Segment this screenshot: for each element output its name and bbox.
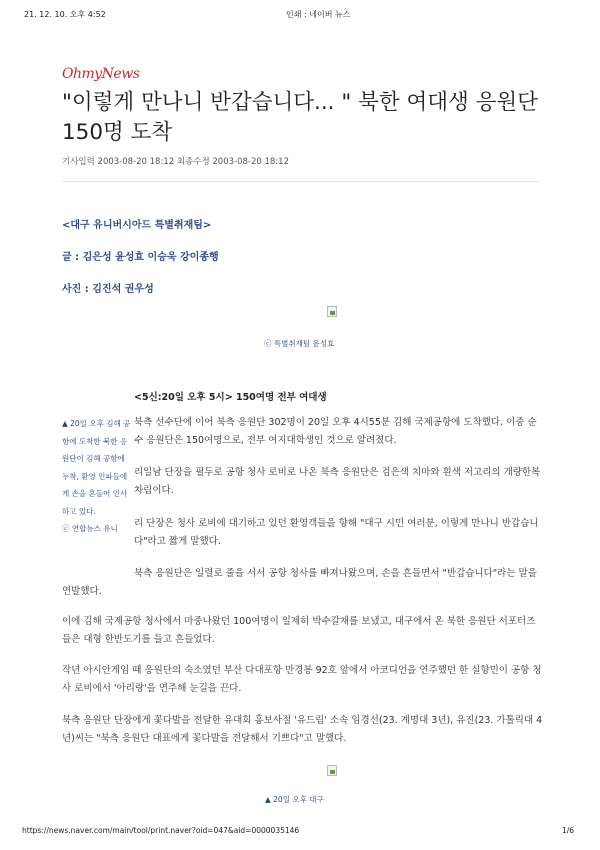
paragraph-3: 리 단장은 청사 로비에 대기하고 있던 환영객들을 향해 "대구 시민 여러분, 이렇게 만나니 반갑습니다"라고 짧게 말했다.	[134, 518, 539, 547]
photo-caption: ⓒ 특별취재팀 윤성효	[264, 339, 335, 348]
print-header	[0, 0, 600, 26]
ohmynews-logo: OhmyNews	[62, 66, 140, 82]
paragraph-7: 북측 응원단 단장에게 꽃다발을 전달한 유대회 홍보사절 '유드림' 소속 임경선(23. 계명대 3년), 유진(23. 가톨릭대 4년)씨는 "북측 응원단 대표에게 꽃다발을 전달해서 기쁘다"고 말했다.	[62, 715, 543, 744]
side-caption-text: ▲ 20일 오후 김해 공항에 도착한 북한 응원단이 김해 공항에 누착, 환영 인파들에게 손을 흔들어 인사하고 있다. ⓒ 연합뉴스 유니	[62, 419, 131, 533]
team-byline: <대구 유니버시아드 특별취재팀>	[62, 220, 212, 231]
page-number: 1/6	[562, 826, 575, 835]
paragraph-1: 북측 선수단에 이어 북측 응원단 302명이 20일 오후 4시55분 김해 국제공항에 도착했다. 이중 순수 응원단은 150여명으로, 전부 여지대학생인 것으로 알려졌다.	[134, 417, 537, 446]
writers-byline: 글 : 김은성 윤성효 이승욱 강이종행	[62, 252, 219, 263]
photographers-byline: 사진 : 김진석 권우성	[62, 284, 154, 295]
page-url: https://news.naver.com/main/tool/print.naver?oid=047&aid=0000035146	[22, 826, 300, 835]
broken-image-icon-2	[327, 765, 337, 776]
title-divider	[62, 181, 540, 182]
broken-image-icon	[327, 306, 337, 317]
photo2-caption: ▲ 20일 오후 대구	[265, 795, 324, 804]
print-header-title: 인쇄 : 네이버 뉴스	[286, 10, 351, 19]
print-datetime: 21. 12. 10. 오후 4:52	[24, 10, 106, 19]
paragraph-5: 이에 김해 국제공항 청사에서 마중나왔던 100여명이 일제히 박수갈채를 보냈고, 대구에서 온 북한 응원단 서포터즈들은 대형 한반도기를 들고 흔들었다.	[62, 616, 536, 645]
paragraph-2: 리일남 단장을 필두로 공항 청사 로비로 나온 북측 응원단은 검은색 치마와 흰색 저고리의 개량한복 차림이다.	[134, 467, 541, 496]
side-photo-caption	[62, 415, 132, 538]
article-title: "이렇게 만나니 반갑습니다... " 북한 여대생 응원단 150명 도착	[62, 90, 538, 145]
paragraph-6: 작년 아시안게임 때 응원단의 숙소였던 부산 다대포항 만경봉 92호 앞에서 아코디언을 연주했던 한 실향민이 공항 청사 로비에서 '아리랑'을 연주해 눈길을 끈다.	[62, 665, 542, 694]
article-meta: 기사입력 2003-08-20 18:12 최종수정 2003-08-20 18:12	[62, 157, 289, 167]
article-subheading: <5신:20일 오후 5시> 150여명 전부 여대생	[134, 392, 327, 403]
paragraph-4: 북측 응원단은 일렬로 줄을 서서 공항 청사를 빠져나왔으며, 손을 흔들면서 "반갑습니다"라는 말을 연발했다.	[62, 568, 537, 597]
